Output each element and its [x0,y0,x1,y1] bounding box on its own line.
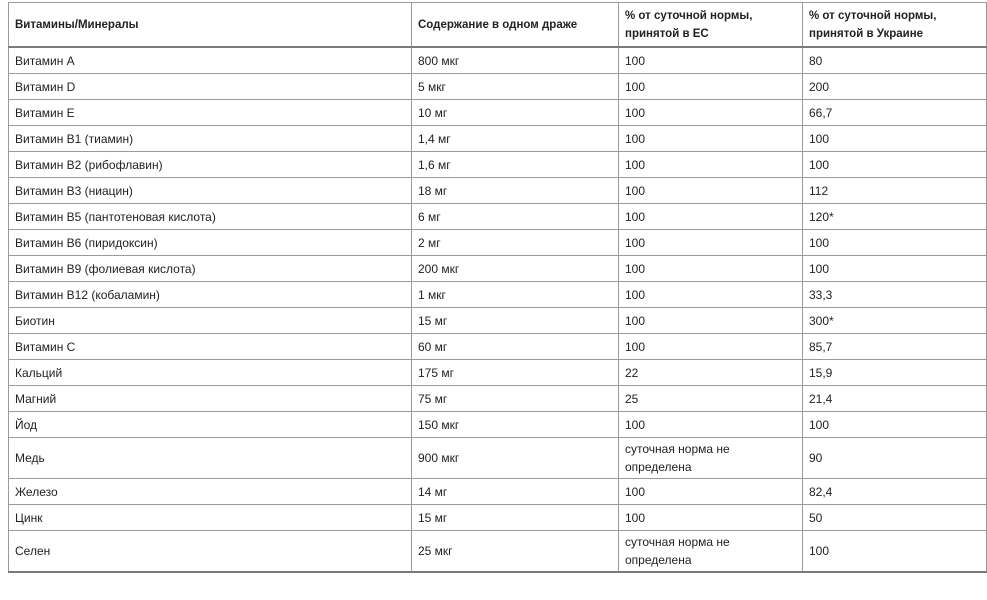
cell-content: 5 мкг [412,74,619,100]
cell-eu-norm: суточная норма не определена [619,438,803,479]
cell-nutrient: Витамин С [9,334,412,360]
table-row [9,74,987,100]
cell-content: 150 мкг [412,412,619,438]
cell-content: 14 мг [412,479,619,505]
cell-nutrient: Витамин D [9,74,412,100]
cell-content: 2 мг [412,230,619,256]
cell-nutrient: Железо [9,479,412,505]
cell-ua-norm: 200 [803,74,987,100]
cell-nutrient: Цинк [9,505,412,531]
header-content: Содержание в одном драже [412,3,619,48]
cell-eu-norm: 100 [619,334,803,360]
cell-nutrient: Витамин В2 (рибофлавин) [9,152,412,178]
cell-nutrient: Йод [9,412,412,438]
table-row [9,230,987,256]
cell-content: 15 мг [412,308,619,334]
cell-eu-norm: 100 [619,308,803,334]
table-row [9,152,987,178]
cell-eu-norm: 100 [619,412,803,438]
cell-eu-norm: 100 [619,47,803,74]
cell-ua-norm: 100 [803,152,987,178]
cell-content: 18 мг [412,178,619,204]
cell-ua-norm: 15,9 [803,360,987,386]
cell-nutrient: Витамин В6 (пиридоксин) [9,230,412,256]
table-row [9,256,987,282]
cell-content: 6 мг [412,204,619,230]
cell-ua-norm: 100 [803,126,987,152]
cell-ua-norm: 85,7 [803,334,987,360]
cell-eu-norm: 25 [619,386,803,412]
cell-content: 900 мкг [412,438,619,479]
header-nutrient: Витамины/Минералы [9,3,412,48]
cell-ua-norm: 100 [803,412,987,438]
table-row [9,505,987,531]
cell-nutrient: Витамин В12 (кобаламин) [9,282,412,308]
cell-eu-norm: 100 [619,126,803,152]
cell-eu-norm: 100 [619,74,803,100]
cell-eu-norm: 100 [619,152,803,178]
cell-content: 200 мкг [412,256,619,282]
cell-nutrient: Кальций [9,360,412,386]
cell-content: 1,4 мг [412,126,619,152]
cell-nutrient: Медь [9,438,412,479]
table-row [9,360,987,386]
cell-content: 175 мг [412,360,619,386]
table-row [9,47,987,74]
cell-content: 75 мг [412,386,619,412]
cell-nutrient: Витамин В3 (ниацин) [9,178,412,204]
cell-eu-norm: 22 [619,360,803,386]
cell-ua-norm: 82,4 [803,479,987,505]
cell-eu-norm: 100 [619,505,803,531]
cell-ua-norm: 80 [803,47,987,74]
table-row [9,386,987,412]
cell-nutrient: Витамин В9 (фолиевая кислота) [9,256,412,282]
cell-ua-norm: 112 [803,178,987,204]
cell-content: 1,6 мг [412,152,619,178]
cell-ua-norm: 21,4 [803,386,987,412]
cell-nutrient: Витамин Е [9,100,412,126]
cell-eu-norm: 100 [619,479,803,505]
cell-nutrient: Витамин А [9,47,412,74]
cell-content: 1 мкг [412,282,619,308]
table-row [9,100,987,126]
cell-nutrient: Витамин В5 (пантотеновая кислота) [9,204,412,230]
cell-ua-norm: 100 [803,230,987,256]
cell-ua-norm: 33,3 [803,282,987,308]
table-row [9,438,987,479]
cell-eu-norm: 100 [619,282,803,308]
cell-eu-norm: 100 [619,204,803,230]
table-row [9,531,987,573]
cell-content: 10 мг [412,100,619,126]
cell-nutrient: Витамин В1 (тиамин) [9,126,412,152]
table-row [9,334,987,360]
cell-nutrient: Магний [9,386,412,412]
cell-ua-norm: 66,7 [803,100,987,126]
table-row [9,412,987,438]
cell-content: 60 мг [412,334,619,360]
cell-eu-norm: суточная норма не определена [619,531,803,573]
cell-eu-norm: 100 [619,230,803,256]
cell-ua-norm: 50 [803,505,987,531]
cell-ua-norm: 100 [803,531,987,573]
header-row [9,3,987,48]
cell-ua-norm: 300* [803,308,987,334]
cell-content: 800 мкг [412,47,619,74]
nutrient-table [8,2,987,573]
cell-ua-norm: 90 [803,438,987,479]
table-row [9,178,987,204]
cell-nutrient: Селен [9,531,412,573]
cell-eu-norm: 100 [619,256,803,282]
cell-eu-norm: 100 [619,100,803,126]
table-row [9,308,987,334]
table-row [9,204,987,230]
header-ua-norm: % от суточной нормы, принятой в Украине [803,3,987,48]
cell-nutrient: Биотин [9,308,412,334]
cell-ua-norm: 100 [803,256,987,282]
cell-ua-norm: 120* [803,204,987,230]
cell-content: 25 мкг [412,531,619,573]
table-row [9,479,987,505]
table-row [9,126,987,152]
table-row [9,282,987,308]
cell-eu-norm: 100 [619,178,803,204]
header-eu-norm: % от суточной нормы, принятой в ЕС [619,3,803,48]
cell-content: 15 мг [412,505,619,531]
